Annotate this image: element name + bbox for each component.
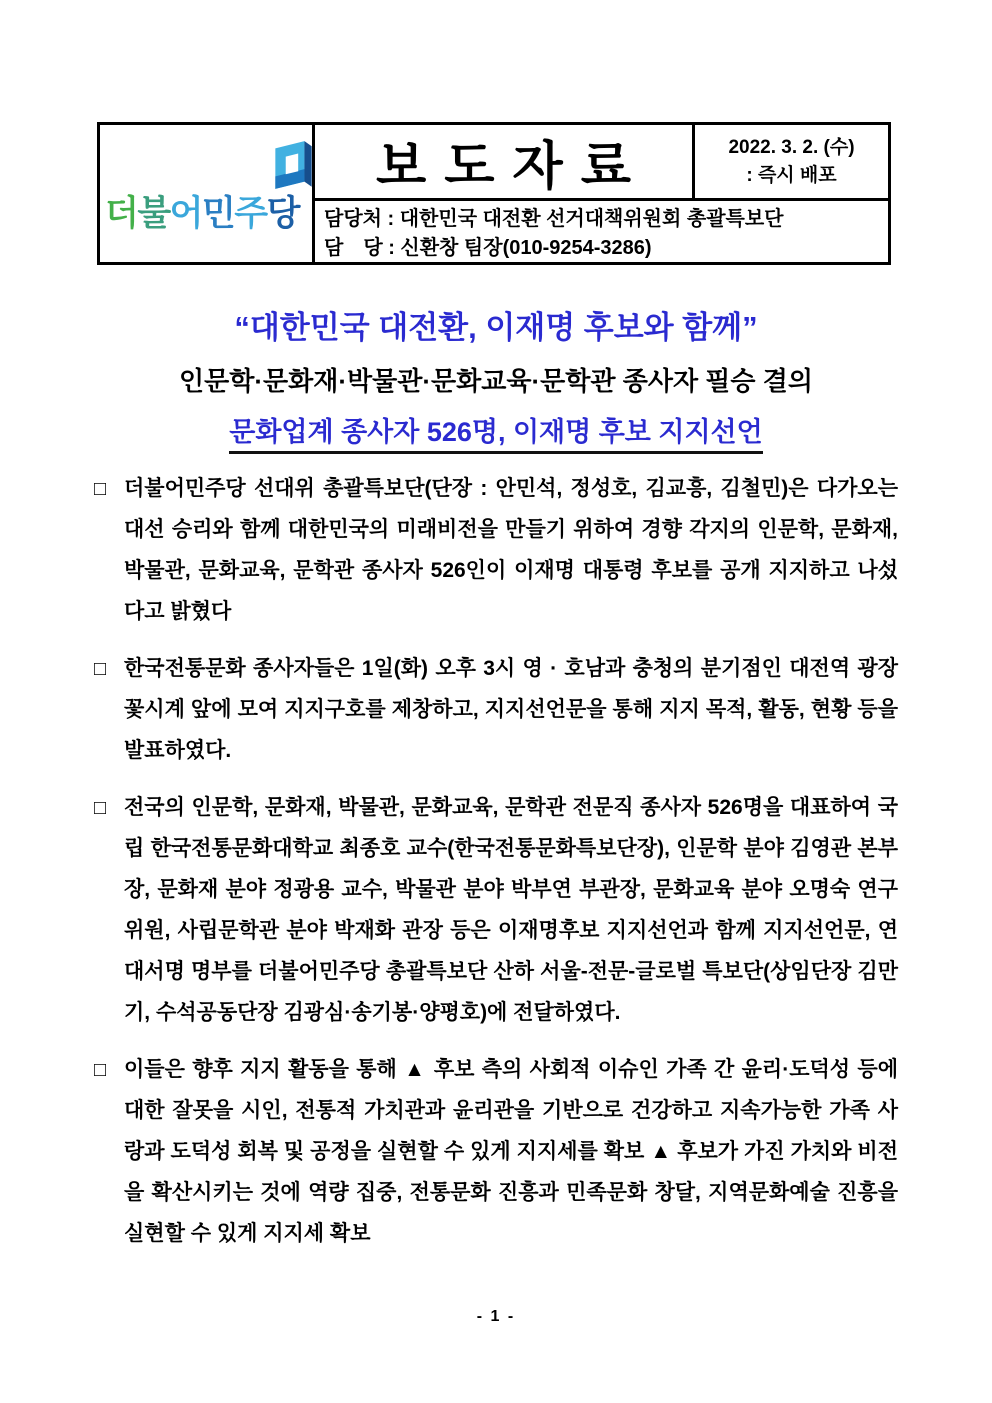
logo-char: 불 bbox=[137, 194, 170, 233]
document-type-title: 보도자료 bbox=[315, 125, 695, 198]
logo-char: 어 bbox=[169, 194, 202, 233]
contact-person: 담 당 : 신환창 팀장(010-9254-3286) bbox=[324, 237, 652, 259]
headline-declaration bbox=[0, 410, 992, 454]
header-right-section bbox=[315, 125, 888, 262]
paragraph-text: 이들은 향후 지지 활동을 통해 ▲ 후보 측의 사회적 이슈인 가족 간 윤리·도덕성 등에 대한 잘못을 시인, 전통적 가치관과 윤리관을 기반으로 건강하고 지속가능한 가족 사랑과 도덕성 회복 및 공정을 실현할 수 있게 지지세를 확보 ▲ 후보가 가진 가치와 비전을 확산시키는 것에 역량 집중, 전통문화 진흥과 민족문화 창달, 지역문화예술 진흥을 실현할 수 있게 지지세 확보 bbox=[124, 1058, 898, 1245]
headline-block bbox=[0, 302, 992, 454]
paragraph bbox=[94, 648, 898, 771]
logo-char: 민 bbox=[201, 194, 235, 233]
paragraph-text: 더불어민주당 선대위 총괄특보단(단장 : 안민석, 정성호, 김교흥, 김철민)은 다가오는 대선 승리와 함께 대한민국의 미래비전을 만들기 위하여 경향 각지의 인문학, 문화재, 박물관, 문화교육, 문학관 종사자 526인이 이재명 대통령 후보를 공개 지지하고 나섰다고 밝혔다 bbox=[124, 477, 898, 623]
contact-department: 담당처 : 대한민국 대전환 선거대책위원회 총괄특보단 bbox=[324, 208, 784, 230]
party-flag-icon bbox=[272, 139, 314, 193]
paragraph-text: 전국의 인문학, 문화재, 박물관, 문화교육, 문학관 전문직 종사자 526명을 대표하여 국립 한국전통문화대학교 최종호 교수(한국전통문화특보단장), 인문학 분야 김영관 본부장, 문화재 분야 정광용 교수, 박물관 분야 박부연 부관장, 문화교육 분야 오명숙 연구위원, 사립문학관 분야 박재화 관장 등은 이재명후보 지지선언과 함께 지지선언문, 연대서명 명부를 더불어민주당 총괄특보단 산하 서울-전문-글로벌 특보단(상임단장 김만기, 수석공동단장 김광심·송기봉·양평호)에 전달하였다. bbox=[124, 796, 898, 1024]
release-date-line2: : 즉시 배포 bbox=[746, 164, 837, 186]
headline-sub: 인문학·문화재·박물관·문화교육·문학관 종사자 필승 결의 bbox=[179, 366, 813, 396]
logo-char: 주 bbox=[234, 194, 267, 233]
paragraph bbox=[94, 468, 898, 632]
header-top-row bbox=[315, 125, 888, 201]
party-logo-wordmark bbox=[105, 186, 299, 236]
square-bullet: □ bbox=[94, 1059, 107, 1081]
square-bullet: □ bbox=[94, 658, 107, 680]
paragraph bbox=[94, 1049, 898, 1254]
contact-info bbox=[315, 201, 888, 263]
square-bullet: □ bbox=[94, 797, 107, 819]
paragraph bbox=[94, 787, 898, 1033]
party-logo bbox=[100, 125, 315, 262]
header-box bbox=[97, 122, 891, 265]
body-text bbox=[94, 468, 898, 1270]
release-date bbox=[695, 125, 888, 198]
headline-main: “대한민국 대전환, 이재명 후보와 함께” bbox=[234, 310, 758, 345]
logo-char: 당 bbox=[266, 194, 299, 233]
headline-declaration-text: 문화업계 종사자 526명, 이재명 후보 지지선언 bbox=[229, 410, 762, 454]
logo-char: 더 bbox=[105, 194, 138, 233]
page-number: - 1 - bbox=[476, 1308, 516, 1325]
paragraph-text: 한국전통문화 종사자들은 1일(화) 오후 3시 영 · 호남과 충청의 분기점인 대전역 광장 꽃시계 앞에 모여 지지구호를 제창하고, 지지선언문을 통해 지지 목적, 활동, 현황 등을 발표하였다. bbox=[124, 657, 898, 762]
release-date-line1: 2022. 3. 2. (수) bbox=[728, 136, 855, 158]
square-bullet: □ bbox=[94, 478, 107, 500]
